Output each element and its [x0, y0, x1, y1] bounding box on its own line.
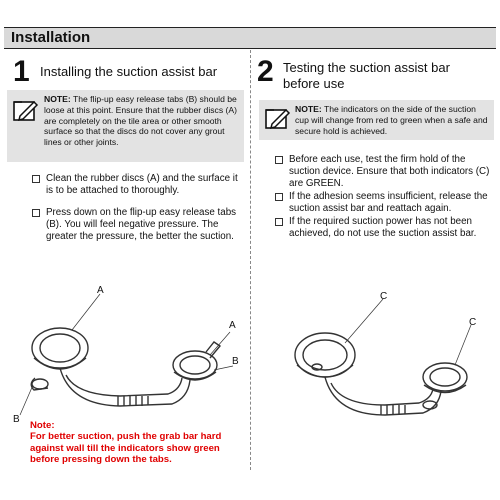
list-item	[275, 216, 490, 240]
step-1-note-text	[44, 94, 239, 148]
step-1-title: Installing the suction assist bar	[40, 64, 218, 79]
step-2-note-body: The indicators on the side of the suction cup will change from red to green when a safe and secure hold is achieved.	[295, 104, 488, 136]
note-pencil-icon	[264, 106, 292, 132]
checkbox-square-icon	[32, 175, 40, 183]
callout-c-1: C	[380, 291, 388, 302]
column-divider	[250, 50, 251, 470]
list-item	[275, 154, 490, 190]
callout-c-2: C	[469, 317, 477, 328]
list-item-text: Before each use, test the firm hold of the suction device. Ensure that both indicators (C) are GREEN.	[289, 154, 490, 189]
list-item	[32, 207, 242, 243]
step-2-note-text	[295, 104, 491, 136]
callout-b-2: B	[13, 414, 20, 425]
section-header	[4, 27, 496, 49]
grab-bar-illustration-2	[255, 285, 495, 435]
note-pencil-icon	[12, 98, 40, 124]
step-2-note-label: NOTE:	[295, 104, 322, 114]
callout-a-2: A	[229, 320, 236, 331]
step-1-note-label: NOTE:	[44, 94, 71, 104]
step-1-note-body: The flip-up easy release tabs (B) should be loose at this point. Ensure that the rubber discs (A) are completely on the tile area or other smooth surface so that the discs do not cover any grout lines or other joints.	[44, 94, 237, 148]
callout-b-1: B	[232, 356, 239, 367]
list-item-text: Clean the rubber discs (A) and the surface it is to be attached to thoroughly.	[46, 173, 238, 196]
list-item	[32, 173, 242, 197]
checkbox-square-icon	[275, 193, 283, 201]
step-2-number: 2	[257, 55, 274, 88]
step-2-list	[275, 154, 490, 241]
checkbox-square-icon	[275, 156, 283, 164]
step-1-number: 1	[13, 55, 30, 88]
step-2-title: Testing the suction assist bar before use	[283, 60, 450, 91]
grab-bar-illustration-1	[0, 280, 250, 420]
section-title: Installation	[11, 29, 91, 46]
step-1-list	[32, 173, 242, 253]
checkbox-square-icon	[275, 218, 283, 226]
callout-a-1: A	[97, 285, 104, 296]
list-item-text: If the required suction power has not been achieved, do not use the suction assist bar.	[289, 216, 477, 239]
list-item	[275, 191, 490, 215]
list-item-text: If the adhesion seems insufficient, release the suction assist bar and reattach again.	[289, 191, 488, 214]
step-2-note-box	[259, 100, 494, 140]
list-item-text: Press down on the flip-up easy release tabs (B). You will feel negative pressure. The greater the pressure, the better the suction.	[46, 207, 237, 242]
checkbox-square-icon	[32, 209, 40, 217]
warning-body: For better suction, push the grab bar hard against wall till the indicators show green before pressing down the tabs.	[30, 431, 222, 466]
warning-head: Note:	[30, 420, 55, 431]
step-1-note-box	[7, 90, 244, 162]
warning-note	[30, 420, 235, 466]
